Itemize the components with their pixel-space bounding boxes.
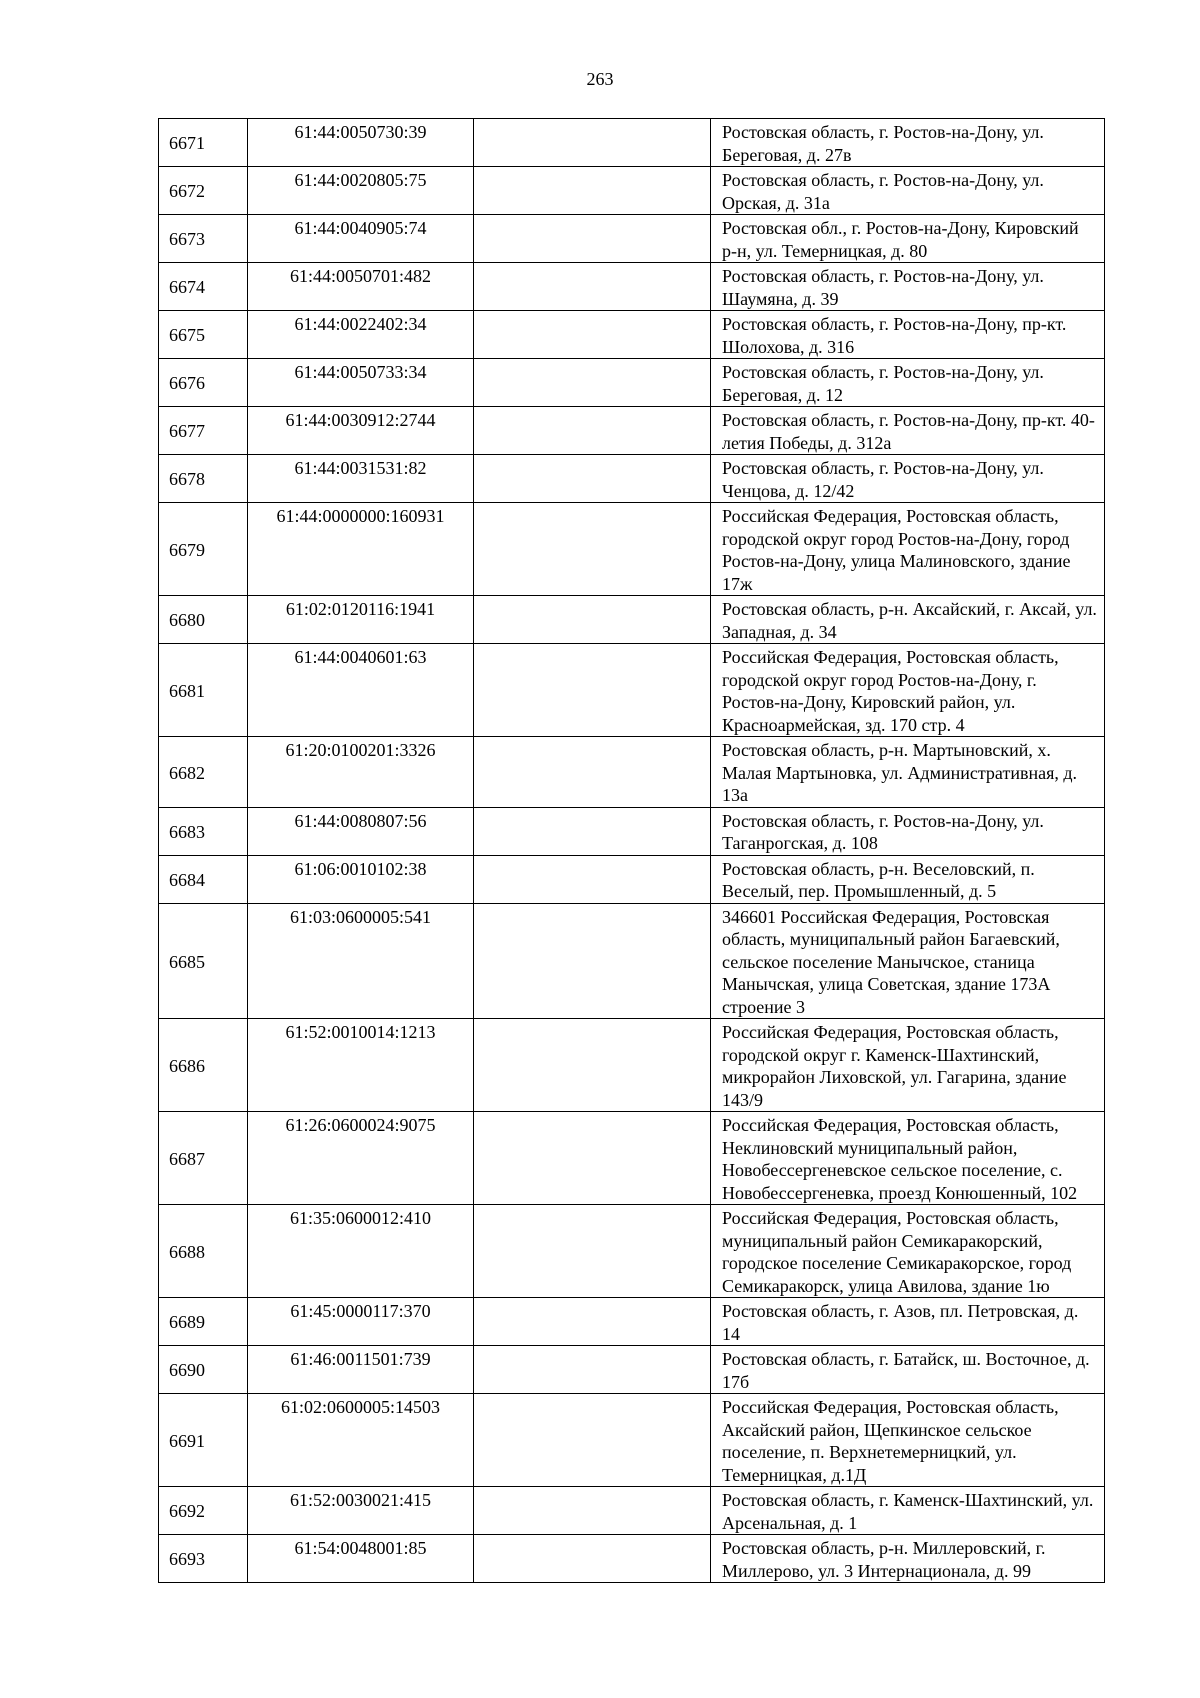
row-number: 6684 [159,855,248,903]
empty-cell [474,1535,711,1583]
table-row [159,644,1105,737]
address: Ростовская область, г. Ростов-на-Дону, ул. Ченцова, д. 12/42 [711,455,1105,503]
address: Ростовская область, г. Ростов-на-Дону, ул. Шаумяна, д. 39 [711,263,1105,311]
table-row [159,596,1105,644]
address: Ростовская область, р-н. Аксайский, г. Аксай, ул. Западная, д. 34 [711,596,1105,644]
table-row [159,503,1105,596]
empty-cell [474,1346,711,1394]
row-number: 6690 [159,1346,248,1394]
row-number: 6692 [159,1487,248,1535]
cadastral-number: 61:44:0040905:74 [248,215,474,263]
row-number: 6688 [159,1205,248,1298]
row-number: 6687 [159,1112,248,1205]
cadastral-number: 61:44:0022402:34 [248,311,474,359]
address: Ростовская область, г. Каменск-Шахтинский, ул. Арсенальная, д. 1 [711,1487,1105,1535]
address: Ростовская область, г. Ростов-на-Дону, ул. Береговая, д. 12 [711,359,1105,407]
table-row [159,1535,1105,1583]
cadastral-number: 61:20:0100201:3326 [248,737,474,808]
cadastral-number: 61:02:0120116:1941 [248,596,474,644]
page-number: 263 [586,69,614,89]
empty-cell [474,407,711,455]
cadastral-number: 61:44:0050733:34 [248,359,474,407]
empty-cell [474,503,711,596]
row-number: 6679 [159,503,248,596]
table-row [159,1394,1105,1487]
cadastral-number: 61:06:0010102:38 [248,855,474,903]
cadastral-number: 61:52:0010014:1213 [248,1019,474,1112]
empty-cell [474,737,711,808]
property-table [158,118,1105,1583]
cadastral-number: 61:46:0011501:739 [248,1346,474,1394]
empty-cell [474,903,711,1019]
cadastral-number: 61:26:0600024:9075 [248,1112,474,1205]
row-number: 6683 [159,807,248,855]
address: Ростовская область, г. Ростов-на-Дону, пр-кт. Шолохова, д. 316 [711,311,1105,359]
cadastral-number: 61:44:0050730:39 [248,119,474,167]
address: Ростовская область, г. Ростов-на-Дону, ул. Орская, д. 31а [711,167,1105,215]
table-row [159,455,1105,503]
empty-cell [474,263,711,311]
empty-cell [474,119,711,167]
empty-cell [474,1019,711,1112]
row-number: 6676 [159,359,248,407]
address: Ростовская область, г. Батайск, ш. Восточное, д. 17б [711,1346,1105,1394]
empty-cell [474,855,711,903]
empty-cell [474,1487,711,1535]
table-row [159,215,1105,263]
row-number: 6671 [159,119,248,167]
table-row [159,855,1105,903]
empty-cell [474,644,711,737]
empty-cell [474,167,711,215]
table-row [159,1019,1105,1112]
row-number: 6675 [159,311,248,359]
address: Ростовская область, г. Ростов-на-Дону, ул. Таганрогская, д. 108 [711,807,1105,855]
row-number: 6686 [159,1019,248,1112]
row-number: 6677 [159,407,248,455]
row-number: 6681 [159,644,248,737]
cadastral-number: 61:44:0000000:160931 [248,503,474,596]
table-row [159,407,1105,455]
address: Российская Федерация, Ростовская область, муниципальный район Семикаракорский, городское поселение Семикаракорское, город Семикаракорск, улица Авилова, здание 1ю [711,1205,1105,1298]
cadastral-number: 61:44:0040601:63 [248,644,474,737]
table-row [159,119,1105,167]
property-table-body [159,119,1105,1583]
table-row [159,903,1105,1019]
table-row [159,311,1105,359]
empty-cell [474,1112,711,1205]
address: Ростовская область, г. Ростов-на-Дону, пр-кт. 40-летия Победы, д. 312а [711,407,1105,455]
cadastral-number: 61:35:0600012:410 [248,1205,474,1298]
cadastral-number: 61:54:0048001:85 [248,1535,474,1583]
row-number: 6689 [159,1298,248,1346]
table-row [159,1205,1105,1298]
address: Ростовская область, р-н. Мартыновский, х. Малая Мартыновка, ул. Административная, д. 13а [711,737,1105,808]
row-number: 6680 [159,596,248,644]
empty-cell [474,596,711,644]
cadastral-number: 61:44:0031531:82 [248,455,474,503]
row-number: 6682 [159,737,248,808]
row-number: 6672 [159,167,248,215]
table-row [159,807,1105,855]
empty-cell [474,1394,711,1487]
empty-cell [474,807,711,855]
table-row [159,359,1105,407]
cadastral-number: 61:44:0020805:75 [248,167,474,215]
address: Ростовская область, р-н. Миллеровский, г. Миллерово, ул. 3 Интернационала, д. 99 [711,1535,1105,1583]
row-number: 6691 [159,1394,248,1487]
table-row [159,1346,1105,1394]
empty-cell [474,1298,711,1346]
cadastral-number: 61:44:0050701:482 [248,263,474,311]
empty-cell [474,215,711,263]
address: Российская Федерация, Ростовская область, Аксайский район, Щепкинское сельское поселение, п. Верхнетемерницкий, ул. Темерницкая, д.1Д [711,1394,1105,1487]
address: Российская Федерация, Ростовская область, Неклиновский муниципальный район, Новобессергеневское сельское поселение, с. Новобессергеневка, проезд Конюшенный, 102 [711,1112,1105,1205]
table-row [159,1298,1105,1346]
empty-cell [474,311,711,359]
row-number: 6678 [159,455,248,503]
address: Ростовская обл., г. Ростов-на-Дону, Кировский р-н, ул. Темерницкая, д. 80 [711,215,1105,263]
row-number: 6693 [159,1535,248,1583]
address: Российская Федерация, Ростовская область, городской округ г. Каменск-Шахтинский, микрорайон Лиховской, ул. Гагарина, здание 143/9 [711,1019,1105,1112]
empty-cell [474,359,711,407]
table-row [159,1487,1105,1535]
cadastral-number: 61:44:0030912:2744 [248,407,474,455]
row-number: 6674 [159,263,248,311]
empty-cell [474,455,711,503]
address: Российская Федерация, Ростовская область, городской округ город Ростов-на-Дону, г. Ростов-на-Дону, Кировский район, ул. Красноармейская, зд. 170 стр. 4 [711,644,1105,737]
table-row [159,1112,1105,1205]
row-number: 6673 [159,215,248,263]
address: Ростовская область, г. Ростов-на-Дону, ул. Береговая, д. 27в [711,119,1105,167]
cadastral-number: 61:44:0080807:56 [248,807,474,855]
cadastral-number: 61:02:0600005:14503 [248,1394,474,1487]
cadastral-number: 61:03:0600005:541 [248,903,474,1019]
empty-cell [474,1205,711,1298]
address: Ростовская область, р-н. Веселовский, п. Веселый, пер. Промышленный, д. 5 [711,855,1105,903]
address: Ростовская область, г. Азов, пл. Петровская, д. 14 [711,1298,1105,1346]
table-row [159,167,1105,215]
cadastral-number: 61:45:0000117:370 [248,1298,474,1346]
row-number: 6685 [159,903,248,1019]
address: Российская Федерация, Ростовская область, городской округ город Ростов-на-Дону, город Ростов-на-Дону, улица Малиновского, здание 17ж [711,503,1105,596]
table-row [159,737,1105,808]
address: 346601 Российская Федерация, Ростовская область, муниципальный район Багаевский, сельское поселение Манычское, станица Манычская, улица Советская, здание 173А строение 3 [711,903,1105,1019]
table-row [159,263,1105,311]
cadastral-number: 61:52:0030021:415 [248,1487,474,1535]
